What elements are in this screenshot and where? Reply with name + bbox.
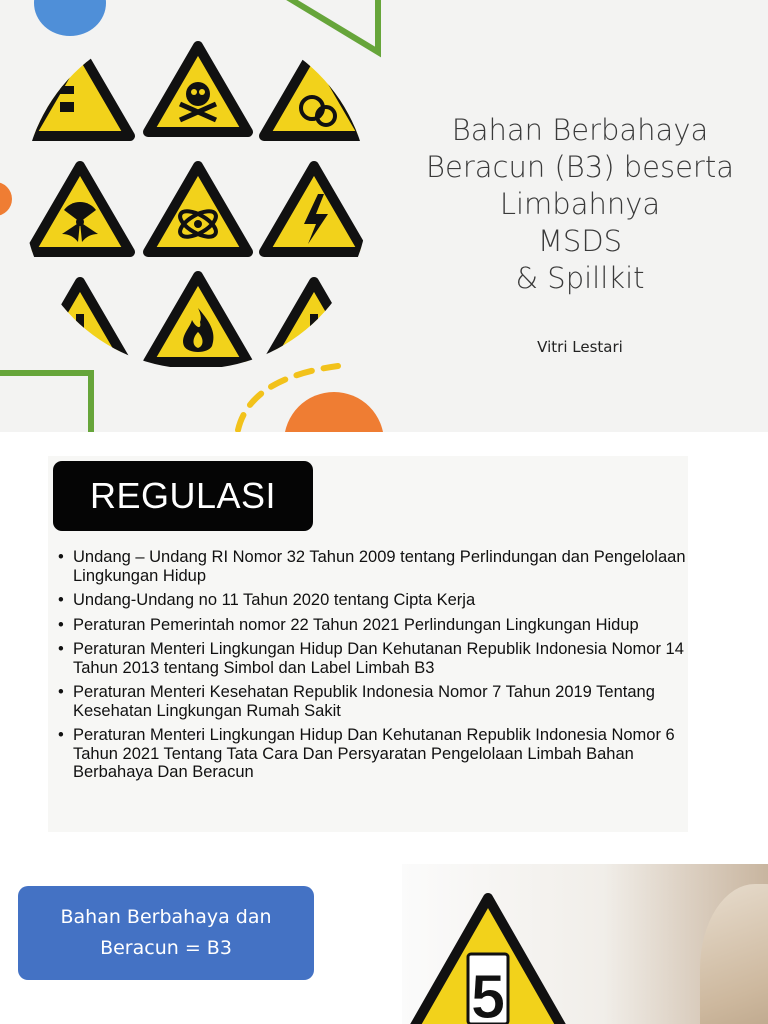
list-item: • Peraturan Pemerintah nomor 22 Tahun 2021 Perlindungan Lingkungan Hidup	[58, 616, 686, 635]
list-item: • Peraturan Menteri Kesehatan Republik Indonesia Nomor 7 Tahun 2019 Tentang Kesehatan Lingkungan Rumah Sakit	[58, 683, 686, 720]
title-line: Bahan Berbahaya	[451, 113, 709, 147]
slide-regulasi	[48, 456, 688, 832]
list-item: • Undang-Undang no 11 Tahun 2020 tentang Cipta Kerja	[58, 591, 686, 610]
regulation-list	[58, 548, 686, 788]
title-line: Limbahnya	[499, 187, 661, 221]
definition-line: Bahan Berbahaya dan	[60, 906, 272, 928]
sign-number: 5	[470, 963, 506, 1024]
title-line: & Spillkit	[515, 261, 645, 295]
list-item: • Peraturan Menteri Lingkungan Hidup Dan Kehutanan Republik Indonesia Nomor 6 Tahun 2021 Tentang Tata Cara Dan Persyaratan Pengelolaan Limbah Bahan Berbahaya Dan Beracun	[58, 726, 686, 782]
hazard-signs-cluster	[22, 22, 370, 370]
title-line: Beracun (B3) beserta	[426, 150, 734, 184]
slide-title	[0, 0, 768, 432]
slide-b3-definition	[0, 864, 768, 1024]
definition-line: Beracun = B3	[100, 937, 232, 959]
definition-box	[18, 886, 314, 980]
presentation-title	[410, 112, 750, 297]
slide-heading: REGULASI	[53, 461, 313, 531]
class-5-hazard-sign	[400, 892, 580, 1024]
list-item: • Undang – Undang RI Nomor 32 Tahun 2009 tentang Perlindungan dan Pengelolaan Lingkungan Hidup	[58, 548, 686, 585]
list-item: • Peraturan Menteri Lingkungan Hidup Dan Kehutanan Republik Indonesia Nomor 14 Tahun 2013 tentang Simbol dan Label Limbah B3	[58, 640, 686, 677]
title-line: MSDS	[537, 224, 623, 258]
author-name: Vitri Lestari	[537, 338, 623, 356]
